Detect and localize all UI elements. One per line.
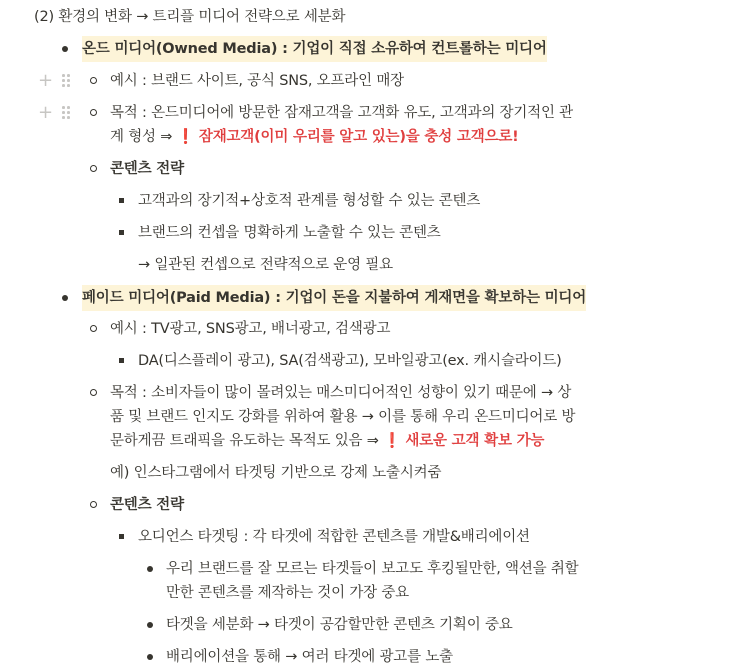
bullet-ring [90, 165, 97, 172]
bullet-dot [62, 46, 68, 52]
targeting-item[interactable] [0, 644, 749, 670]
owned-strategy-item[interactable] [0, 188, 749, 214]
owned-strategy-note-row [0, 252, 749, 278]
exclamation-icon: ❗ [383, 433, 401, 449]
paid-purpose-line1: 목적 : 소비자들이 많이 몰려있는 매스미디어적인 성향이 있기 때문에 → 상 [110, 385, 572, 401]
owned-purpose-highlight: 잠재고객(이미 우리를 알고 있는)을 충성 고객으로! [198, 129, 519, 145]
owned-example: 예시 : 브랜드 사이트, 공식 SNS, 오프라인 매장 [110, 73, 404, 89]
paid-media-title: 페이드 미디어(Paid Media) : 기업이 돈을 지불하여 게재면을 확보하는 미디어 [82, 285, 586, 311]
paid-strategy-title: 콘텐츠 전략 [110, 497, 184, 513]
drag-handle-icon[interactable] [62, 74, 70, 88]
owned-strategy-item-text: 브랜드의 컨셉을 명확하게 노출할 수 있는 콘텐츠 [138, 225, 441, 241]
owned-purpose-line2-row [0, 124, 749, 150]
paid-example-block[interactable] [0, 316, 749, 342]
bullet-ring [90, 501, 97, 508]
owned-media-title: 온드 미디어(Owned Media) : 기업이 직접 소유하여 컨트롤하는 미디어 [82, 36, 547, 62]
audience-targeting: 오디언스 타겟팅 : 각 타겟에 적합한 콘텐츠를 개발&배리에이션 [138, 529, 530, 545]
owned-strategy-block[interactable] [0, 156, 749, 182]
paid-purpose-example-row [0, 460, 749, 486]
bullet-ring [90, 325, 97, 332]
owned-strategy-item-text: 고객과의 장기적+상호적 관계를 형성할 수 있는 콘텐츠 [138, 193, 481, 209]
owned-media-block[interactable] [0, 36, 749, 62]
purpose-prefix: 문하게끔 트래픽을 유도하는 목적도 있음 ⇒ [110, 433, 384, 449]
targeting-item[interactable] [0, 556, 749, 582]
paid-purpose-highlight: 새로운 고객 확보 가능 [405, 433, 545, 449]
bullet-dot [62, 295, 68, 301]
drag-handle-icon[interactable] [62, 106, 70, 120]
targeting-item-continued [0, 580, 749, 606]
add-block-icon[interactable]: + [38, 102, 53, 123]
bullet-square [119, 198, 124, 203]
targeting-item[interactable] [0, 612, 749, 638]
bullet-square [119, 534, 124, 539]
targeting-item-text: 우리 브랜드를 잘 모르는 타겟들이 보고도 후킹될만한, 액션을 취할 [166, 561, 579, 577]
paid-example: 예시 : TV광고, SNS광고, 배너광고, 검색광고 [110, 321, 391, 337]
exclamation-icon: ❗ [176, 129, 195, 145]
owned-example-block[interactable] [0, 68, 749, 94]
paid-example-sub: DA(디스플레이 광고), SA(검색광고), 모바일광고(ex. 캐시슬라이드) [138, 353, 562, 369]
audience-targeting-block[interactable] [0, 524, 749, 550]
bullet-dot [147, 566, 153, 572]
owned-purpose-line2 [110, 124, 519, 150]
paid-example-sub-block[interactable] [0, 348, 749, 374]
owned-purpose-line1: 목적 : 온드미디어에 방문한 잠재고객을 고객화 유도, 고객과의 장기적인 관 [110, 105, 573, 121]
paid-purpose-example: 예) 인스타그램에서 타겟팅 기반으로 강제 노출시켜줌 [110, 465, 442, 481]
bullet-dot [147, 622, 153, 628]
paid-strategy-block[interactable] [0, 492, 749, 518]
bullet-ring [90, 389, 97, 396]
paid-media-block[interactable] [0, 285, 749, 311]
purpose-prefix: 계 형성 ⇒ [110, 129, 177, 145]
owned-strategy-title: 콘텐츠 전략 [110, 161, 184, 177]
owned-strategy-note: → 일관된 컨셉으로 전략적으로 운영 필요 [138, 257, 393, 273]
paid-purpose-line2: 품 및 브랜드 인지도 강화를 위하여 활용 → 이를 통해 우리 온드미디어로 방 [110, 409, 576, 425]
owned-purpose-block[interactable] [0, 100, 749, 126]
targeting-item-text: 만한 콘텐츠를 제작하는 것이 가장 중요 [166, 585, 409, 601]
targeting-item-text: 타겟을 세분화 → 타겟이 공감할만한 콘텐츠 기획이 중요 [166, 617, 513, 633]
paid-purpose-line3 [110, 428, 544, 454]
targeting-item-text: 배리에이션을 통해 → 여러 타겟에 광고를 노출 [166, 649, 453, 665]
owned-strategy-item[interactable] [0, 220, 749, 246]
section-heading-line [0, 4, 749, 30]
add-block-icon[interactable]: + [38, 70, 53, 91]
bullet-dot [147, 654, 153, 660]
paid-purpose-line3-row [0, 428, 749, 454]
paid-purpose-block[interactable] [0, 380, 749, 406]
section-heading: (2) 환경의 변화 → 트리플 미디어 전략으로 세분화 [34, 9, 346, 25]
paid-purpose-line2-row [0, 404, 749, 430]
bullet-ring [90, 109, 97, 116]
bullet-square [119, 358, 124, 363]
bullet-ring [90, 77, 97, 84]
bullet-square [119, 230, 124, 235]
